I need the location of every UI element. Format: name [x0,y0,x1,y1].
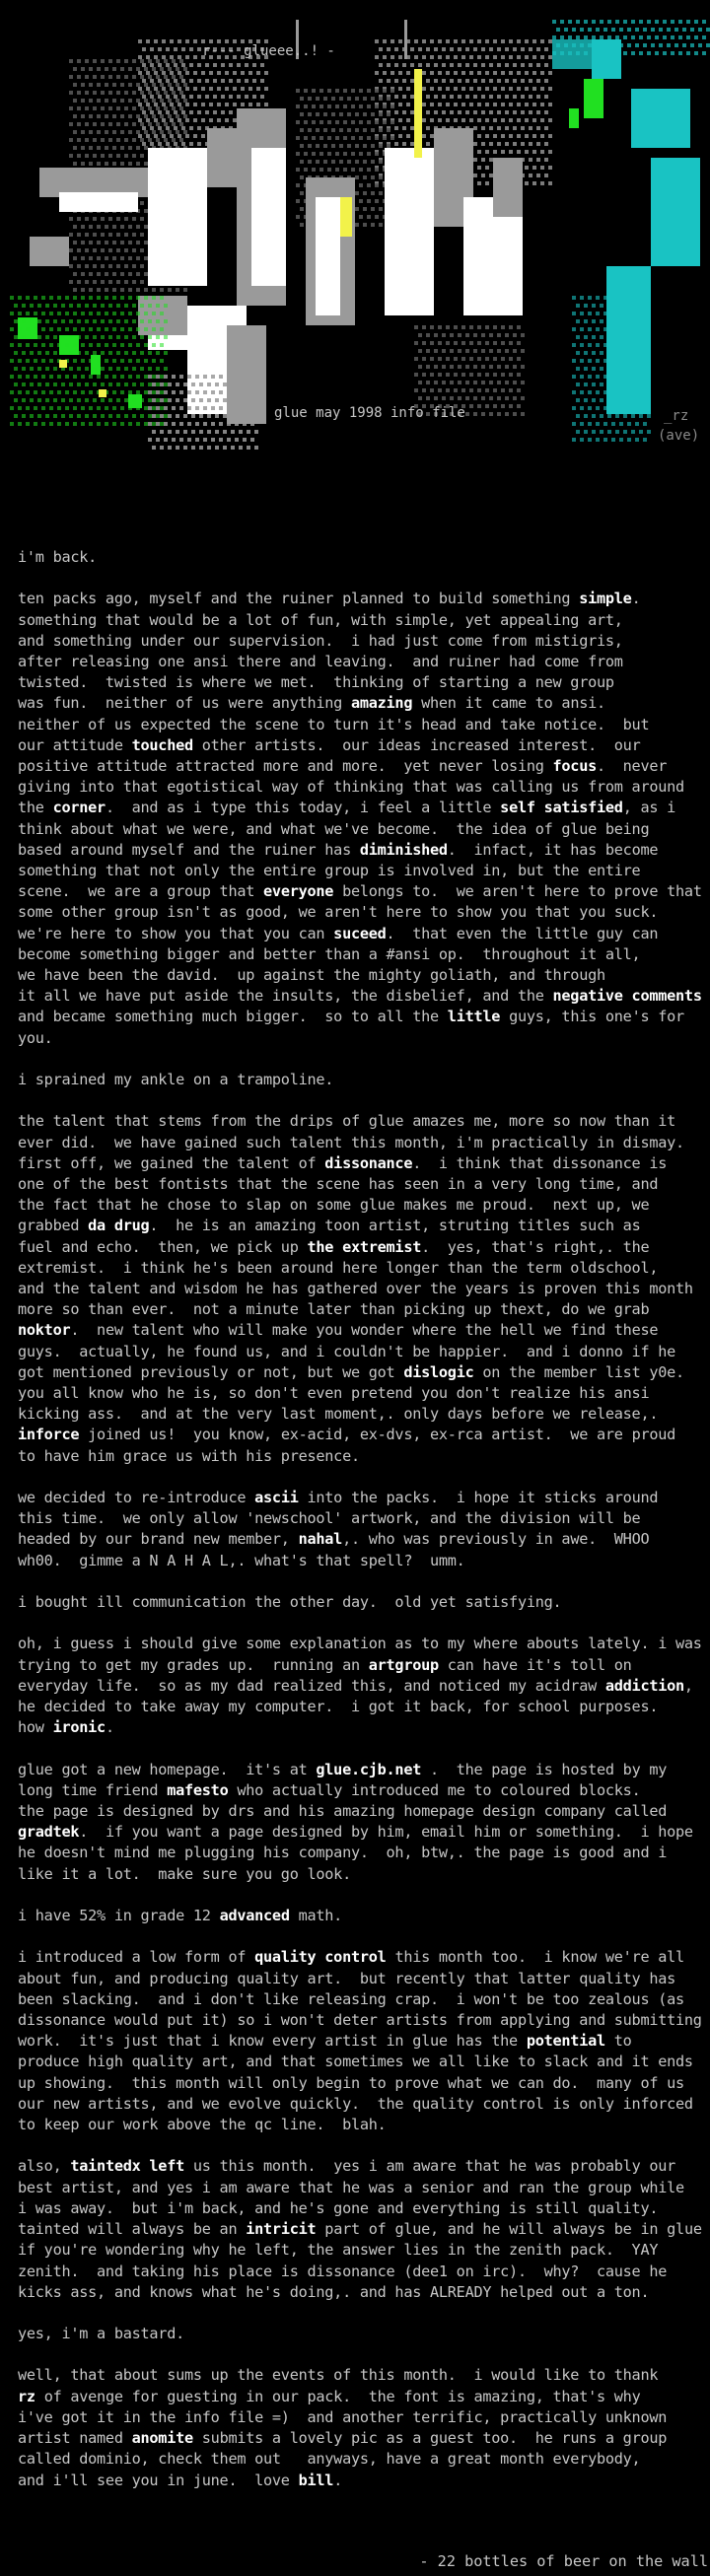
highlight-word: the extremist [307,1237,422,1256]
text-run: other artists. our ideas increased interest. our positive attitude attracted more and more. yet never losing [18,735,641,776]
text-run: yes, i'm a bastard. [18,2325,184,2343]
highlight-word: inforce [18,1426,80,1444]
paragraph [18,1488,708,1571]
text-run: who actually introduced me to coloured blocks. the page is designed by drs and his amazing homepage design company called [18,1780,668,1821]
highlight-word: simple [579,590,632,608]
text-run: . something that would be a lot of fun, with simple, yet appealing art, and something under our supervision. i had just come from mistigris, after releasing one ansi there and leaving. and ruiner had come from twisted. twisted is where we met. thinking of starting a new group was fun. neither of us were anything [18,590,641,713]
text-run: joined us! you know, ex-acid, ex-dvs, ex-rca artist. we are proud to have him grace us with his presence. [18,1426,676,1465]
text-run: guys, this one's for you. [18,1008,684,1047]
highlight-word: rz [18,2387,36,2405]
highlight-word: suceed [333,924,387,942]
highlight-word: anomite [131,2429,193,2448]
highlight-word: da drug [88,1217,150,1235]
text-run: . the page is hosted by my long time friend [18,1760,668,1799]
text-run: part of glue, and he will always be in glue if you're wondering why he left, the answer lies in the zenith pack. YAY zenith. and taking his place is dissonance (dee1 on irc). why? cause he kicks ass, and knows what he's doing,. and has ALREADY helped out a ton. [18,2220,702,2301]
artist-initials: _rz [664,408,689,424]
highlight-word: negative comments [552,987,702,1006]
signature: - 22 bottles of beer on the wall [419,2552,708,2570]
paragraph [18,1592,708,1613]
text-run: . if you want a page designed by him, email him or something. i hope he doesn't mind me plugging his company. oh, btw,. the page is good and i like it a lot. make sure you go look. [18,1823,693,1883]
text-run: belongs to. we aren't here to prove that some other group isn't as good, we aren't here to show you that you suck. we're here to show you that you can [18,882,702,942]
highlight-word: everyone [263,882,334,901]
highlight-word: dislogic [403,1362,474,1381]
highlight-word: advanced [219,1907,290,1925]
highlight-word: mafesto [167,1780,229,1799]
highlight-word: artgroup [368,1655,439,1674]
highlight-word: nahal [298,1530,343,1549]
text-run: . [333,2471,343,2489]
text-run: and became something much bigger. so to all the [18,1008,439,1026]
paragraph [18,1906,708,1926]
highlight-word: dissonance [324,1153,413,1172]
text-run: oh, i guess i should give some explanation as to my where abouts lately. i was trying to get my grades up. running an [18,1635,702,1674]
text-run: submits a lovely pic as a guest too. he runs a group called dominio, check them out anyways, have a great month everybody, and i'll see you in june. love [18,2429,668,2489]
highlight-word: gradtek [18,1823,80,1842]
text-run: ten packs ago, myself and the ruiner planned to build something [18,590,580,608]
text-run: well, that about sums up the events of this month. i would like to thank [18,2366,659,2385]
text-run: , he decided to take away my computer. i got it back, for school purposes. how [18,1676,693,1737]
paragraph [18,2324,708,2344]
text-run: can have it's toll on everyday life. so as my dad realized this, and noticed my acidraw [18,1655,632,1695]
text-run: i'm back. [18,548,98,566]
paragraph [18,1111,708,1466]
artist-group: (ave) [658,428,700,444]
ansi-logo-art [0,0,710,463]
highlight-word: diminished [359,840,448,859]
text-run: into the packs. i hope it sticks around this time. we only allow 'newschool' artwork, and the division will be headed by our brand new member, [18,1489,659,1549]
text-run: when it came to ansi. neither of us expected the scene to turn it's head and take notice. but our attitude [18,694,650,754]
highlight-word: corner [52,799,106,817]
highlight-word: glue.cjb.net [316,1760,422,1778]
text-run: math. [289,1907,343,1925]
paragraph [18,1760,708,1885]
highlight-word: potential [526,2032,605,2051]
highlight-word: self satisfied [500,799,623,817]
ansi-logo [0,0,710,463]
text-run: us this month. yes i am aware that he was probably our best artist, and yes i am aware that he was a senior and ran the group while i was away. but i'm back, and he's gone and everything is still quality. tainted will always be an [18,2157,684,2239]
text-run: . new talent who will make you wonder where the hell we find these guys. actually, he found us, and i couldn't be happier. and i donno if he got mentioned previously or not, but we got [18,1321,676,1381]
text-run: . and as i type this today, i feel a little [105,799,501,817]
text-run: the talent that stems from the drips of glue amazes me, more so now than it ever did. we have gained such talent this month, i'm practically in dismay. first off, we gained the talent of [18,1112,684,1172]
highlight-word: quality control [254,1948,387,1967]
text-run: . yes, that's right,. the extremist. i think he's been around here longer than the term oldschool, and the talent and wisdom he has gathered over the years is proven this month more so than ever. not a minute later than picking up thext, do we grab [18,1237,693,1319]
paragraph [18,2365,708,2490]
text-run: . that even the little guy can become something bigger and better than a #ansi op. throughout it all, we have been the david. up against the mighty goliath, and through it all we have put aside the insults, the disbelief, and the [18,924,659,1006]
text-run: of avenge for guesting in our pack. the font is amazing, that's why i've got it in the info file =) and another terrific, practically unknown artist named [18,2387,668,2448]
text-run: . he is an amazing toon artist, struting titles such as fuel and echo. then, we pick up [18,1217,641,1256]
logo-tag: r--- glueee..! - [202,43,335,59]
highlight-word: amazing [350,694,413,713]
text-run: , as i think about what we were, and what we've become. the idea of glue being based around myself and the ruiner has [18,799,676,859]
highlight-word: little [447,1008,501,1026]
text-run: . infact, it has become something that not only the entire group is involved in, but the entire scene. we are a group that [18,840,659,901]
text-run: . never giving into that egotistical way of thinking that was calling us from around the [18,757,684,817]
highlight-word: bill [298,2471,334,2489]
highlight-word: ascii [254,1489,299,1507]
text-run: i have 52% in grade 12 [18,1907,220,1925]
paragraph [18,589,708,1048]
text-run: i sprained my ankle on a trampoline. [18,1071,334,1089]
paragraph [18,1070,708,1090]
text-run: on the member list y0e. you all know who he is, so don't even pretend you don't realize his ansi kicking ass. and at the very last moment,. only days before we release,. [18,1362,684,1424]
text-run: . [105,1718,114,1737]
logo-caption: glue may 1998 info file [274,405,465,421]
text-run: we decided to re-introduce [18,1489,255,1507]
highlight-word: taintedx left [70,2157,184,2176]
text-run: also, [18,2157,71,2176]
text-run: . i think that dissonance is one of the best fontists that the scene has seen in a very long time, and the fact that he chose to slap on some glue makes me proud. next up, we grabbed [18,1153,668,1235]
highlight-word: ironic [52,1718,106,1737]
paragraph [18,2156,708,2302]
highlight-word: focus [552,757,597,776]
highlight-word: touched [131,735,193,754]
paragraph [18,1634,708,1738]
text-run: to produce high quality art, and that sometimes we all like to slack and it ends up showing. this month will only begin to prove what we can do. many of us our new artists, and we evolve quickly. the quality control is only inforced to keep our work above the qc line. blah. [18,2032,693,2134]
text-run: ,. who was previously in awe. WHOO wh00. gimme a N A H A L,. what's that spell? umm. [18,1530,650,1569]
highlight-word: intricit [246,2220,317,2239]
paragraph [18,547,708,568]
text-run: i introduced a low form of [18,1948,255,1967]
info-text [18,547,708,2512]
highlight-word: addiction [604,1676,684,1695]
paragraph [18,1947,708,2135]
text-run: this month too. i know we're all about fun, and producing quality art. but recently that latter quality has been slacking. and i don't like releasing crap. i won't be too zealous (as dissonance would put it) so i won't deter artists from applying and submitting work. it's just that i know every artist in glue has the [18,1948,702,2051]
highlight-word: noktor [18,1321,71,1340]
text-run: glue got a new homepage. it's at [18,1760,317,1778]
text-run: i bought ill communication the other day. old yet satisfying. [18,1593,562,1612]
